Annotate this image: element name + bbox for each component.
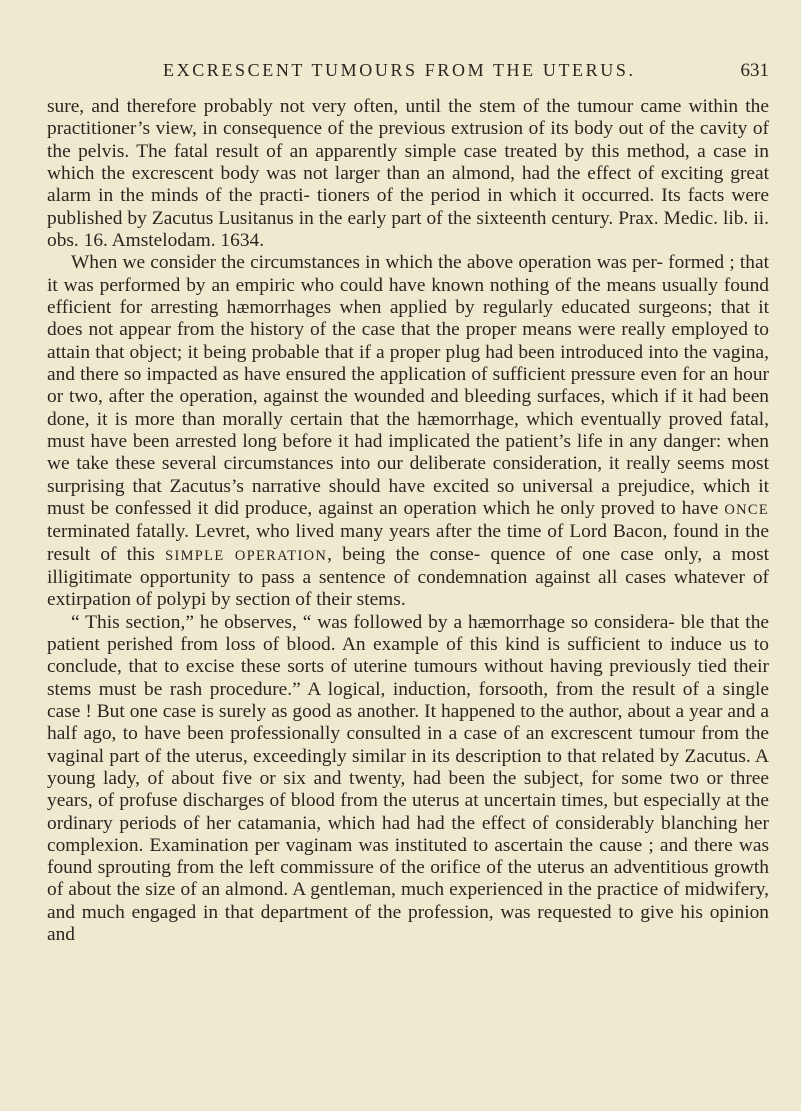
paragraph xyxy=(47,252,769,611)
text-run: , being the conse- quence of one case only, a most illigitimate opportunity to pass a sentence of condemnation against all cases whatever of extirpation of polypi by section of their stems. xyxy=(47,543,770,611)
text-run: sure, and therefore probably not very often, until the stem of the tumour came within the practitioner’s view, in consequence of the previous extrusion of its body out of the cavity of the pelvis. The fatal result of an apparently simple case treated by this method, a case in which the excrescent body was not larger than an almond, had the effect of exciting great alarm in the minds of the practi- tioners of the period in which it occurred. Its facts were published by Zacutus Lusitanus in the early part of the sixteenth century. Prax. Medic. lib. ii. obs. 16. Amstelodam. 1634. xyxy=(47,96,769,251)
book-page xyxy=(47,0,769,1111)
running-title: EXCRESCENT TUMOURS FROM THE UTERUS. xyxy=(163,60,636,80)
paragraph xyxy=(47,96,769,252)
text-run: “ This section,” he observes, “ was followed by a hæmorrhage so considera- ble that the patient perished from loss of blood. An example of this kind is sufficient to induce us to conclude, that to excise these sorts of uterine tumours without having previously tied their stems must be rash procedure.” A logical, induction, forsooth, from the result of a single case ! But one case is surely as good as another. It happened to the author, about a year and a half ago, to have been professionally consulted in a case of an excrescent tumour from the vaginal part of the uterus, exceedingly similar in its description to that related by Zacutus. A young lady, of about five or six and twenty, had been the subject, for some two or three years, of profuse discharges of blood from the uterus at uncertain times, but especially at the ordinary periods of her catamania, which had had the effect of considerably blanching her complexion. Examination per vaginam was instituted to ascertain the cause ; and there was found sprouting from the left commissure of the orifice of the uterus an adventitious growth of about the size of an almond. A gentleman, much experienced in the practice of midwifery, and much engaged in that department of the profession, was requested to give his opinion and xyxy=(47,611,769,946)
running-head xyxy=(47,60,769,86)
small-caps-text: ONCE xyxy=(724,501,769,518)
body-text xyxy=(47,96,769,946)
page-number: 631 xyxy=(740,60,769,81)
small-caps-text: SIMPLE OPERATION xyxy=(165,547,328,564)
text-run: When we consider the circumstances in which the above operation was per- formed ; that it was performed by an empiric who could have known nothing of the means usually found efficient for arresting hæmorrhages when applied by regularly educated surgeons; that it does not appear from the history of the case that the proper means were really employed to attain that object; it being probable that if a proper plug had been introduced into the vagina, and there so impacted as have ensured the application of sufficient pressure even for an hour or two, after the operation, against the wounded and bleeding surfaces, which if it had been done, it is more than morally certain that the hæmorrhage, which eventually proved fatal, must have been arrested long before it had implicated the patient’s life in any danger: when we take these several circumstances into our deliberate consideration, it really seems most surprising that Zacutus’s narrative should have excited so universal a prejudice, which it must be confessed it did produce, against an operation which he only proved to have xyxy=(47,252,769,519)
text-run: terminated fatally. Levret, who lived many years after the time of Lord Bacon, found in the result of this xyxy=(47,521,769,565)
paragraph xyxy=(47,612,769,947)
